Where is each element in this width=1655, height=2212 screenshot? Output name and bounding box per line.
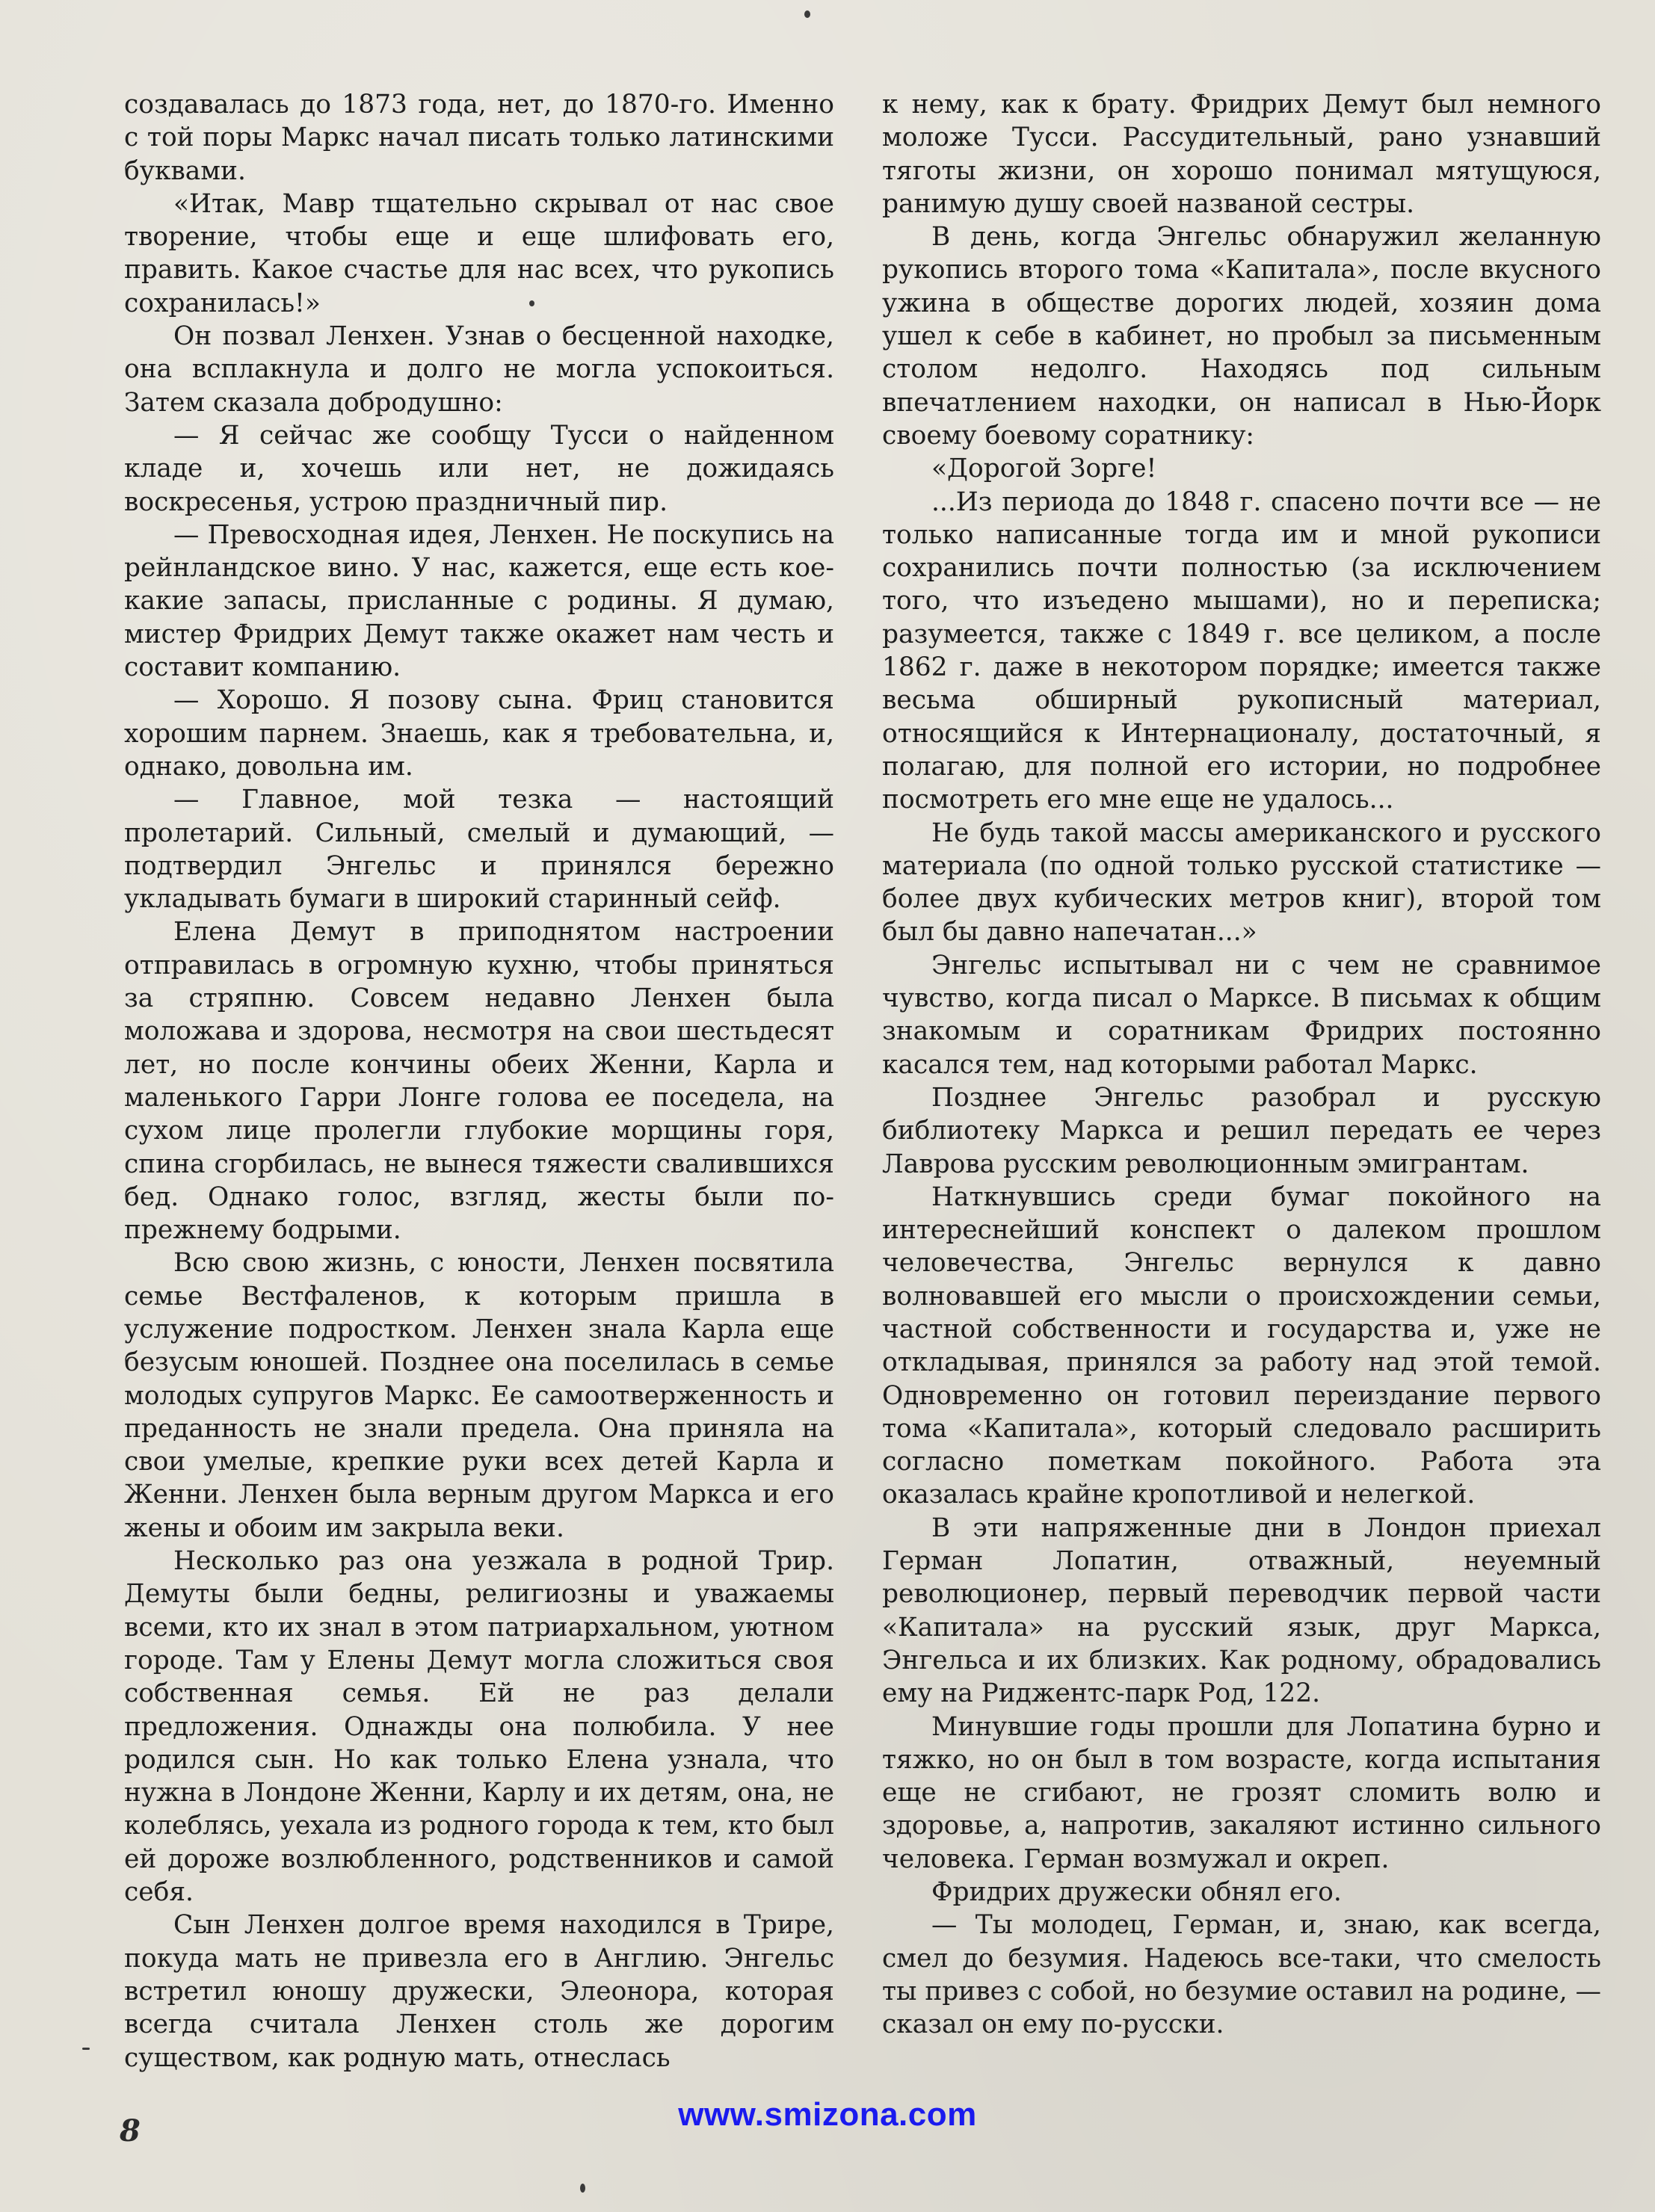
paragraph: В эти напряженные дни в Лондон приехал Герман Лопатин, отважный, неуемный революционер, первый переводчик первой части «Капитала» на русский язык, друг Маркса, Энгельса и их близких. Как родному, обрадовались ему на Риджентс-парк Род, 122. <box>882 1513 1601 1709</box>
scan-speck <box>82 2048 90 2050</box>
page-number: 8 <box>120 2113 141 2148</box>
paragraph: Минувшие годы прошли для Лопатина бурно и тяжко, но он был в том возрасте, когда испытания еще не сгибают, не грозят сломить волю и здоровье, а, напротив, закаляют истинно сильного человека. Герман возмужал и окреп. <box>882 1711 1601 1874</box>
paragraph: ...Из периода до 1848 г. спасено почти все — не только написанные тогда им и мной рукописи сохранились почти полностью (за исключением того, что изъедено мышами), но и переписка; разумеется, также с 1849 г. все целиком, а после 1862 г. даже в некотором порядке; имеется также весьма обширный рукописный материал, относящийся к Интернационалу, достаточный, я полагаю, для полной его истории, но подробнее посмотреть его мне еще не удалось... <box>882 486 1601 815</box>
scan-speck <box>529 300 534 306</box>
left-text-column <box>124 88 834 2074</box>
paragraph: создавалась до 1873 года, нет, до 1870-го. Именно с той поры Маркс начал писать только латинскими буквами. <box>124 90 834 186</box>
paragraph: Несколько раз она уезжала в родной Трир. Демуты были бедны, религиозны и уважаемы всеми, кто их знал в этом патриархальном, уютном городе. Там у Елены Демут могла сложиться своя собственная семья. Ей не раз делали предложения. Однажды она полюбила. У нее родился сын. Но как только Елена узнала, что нужна в Лондоне Женни, Карлу и их детям, она, не колеблясь, уехала из родного города к тем, кто был ей дороже возлюбленного, родственников и самой себя. <box>124 1546 834 1908</box>
source-watermark: www.smizona.com <box>678 2096 977 2133</box>
paragraph: — Главное, мой тезка — настоящий пролетарий. Сильный, смелый и думающий, — подтвердил Энгельс и принялся бережно укладывать бумаги в широкий старинный сейф. <box>124 785 834 915</box>
paragraph: Он позвал Ленхен. Узнав о бесценной находке, она всплакнула и долго не могла успокоиться. Затем сказала добродушно: <box>124 321 834 418</box>
right-text-column <box>882 88 1601 2042</box>
paragraph: Фридрих дружески обнял его. <box>931 1877 1342 1908</box>
paragraph: к нему, как к брату. Фридрих Демут был немного моложе Тусси. Рассудительный, рано узнавший тяготы жизни, он хорошо понимал мятущуюся, ранимую душу своей названой сестры. <box>882 90 1601 219</box>
paragraph: Энгельс испытывал ни с чем не сравнимое чувство, когда писал о Марксе. В письмах к общим знакомым и соратникам Фридрих постоянно касался тем, над которыми работал Маркс. <box>882 950 1601 1080</box>
scan-speck <box>580 2184 585 2193</box>
paragraph: В день, когда Энгельс обнаружил желанную рукопись второго тома «Капитала», после вкусного ужина в обществе дорогих людей, хозяин дома ушел к себе в кабинет, но пробыл за письменным столом недолго. Находясь под сильным впечатлением находки, он написал в Нью-Йорк своему боевому соратнику: <box>882 222 1601 451</box>
paragraph: Наткнувшись среди бумаг покойного на интереснейший конспект о далеком прошлом человечества, Энгельс вернулся к давно волновавшей его мысли о происхождении семьи, частной собственности и государства и, уже не откладывая, принялся за работу над этой темой. Одновременно он готовил переиздание первого тома «Капитала», который следовало расширить согласно пометкам покойного. Работа эта оказалась крайне кропотливой и нелегкой. <box>882 1181 1601 1510</box>
paragraph: Не будь такой массы американского и русского материала (по одной только русской статистике — более двух кубических метров книг), второй том был бы давно напечатан...» <box>882 818 1601 948</box>
paragraph: — Я сейчас же сообщу Тусси о найденном кладе и, хочешь или нет, не дожидаясь воскресенья, устрою праздничный пир. <box>124 420 834 517</box>
paragraph: «Дорогой Зорге! <box>931 454 1157 484</box>
paragraph: Позднее Энгельс разобрал и русскую библиотеку Маркса и решил передать ее через Лаврова русским революционным эмигрантам. <box>882 1082 1601 1179</box>
paragraph: Всю свою жизнь, с юности, Ленхен посвятила семье Вестфаленов, к которым пришла в услужение подростком. Ленхен знала Карла еще безусым юношей. Позднее она поселилась в семье молодых супругов Маркс. Ее самоотверженность и преданность не знали предела. Она приняла на свои умелые, крепкие руки всех детей Карла и Женни. Ленхен была верным другом Маркса и его жены и обоим им закрыла веки. <box>124 1248 834 1543</box>
scan-speck <box>804 10 810 18</box>
paragraph: — Превосходная идея, Ленхен. Не поскупись на рейнландское вино. У нас, кажется, еще есть кое-какие запасы, присланные с родины. Я думаю, мистер Фридрих Демут также окажет нам честь и составит компанию. <box>124 519 834 683</box>
paragraph: Елена Демут в приподнятом настроении отправилась в огромную кухню, чтобы приняться за стряпню. Совсем недавно Ленхен была моложава и здорова, несмотря на свои шестьдесят лет, но после кончины обеих Женни, Карла и маленького Гарри Лонге голова ее поседела, на сухом лице пролегли глубокие морщины горя, спина сгорбилась, не вынеся тяжести свалившихся бед. Однако голос, взгляд, жесты были по-прежнему бодрыми. <box>124 917 834 1246</box>
paragraph: — Ты молодец, Герман, и, знаю, как всегда, смел до безумия. Надеюсь все-таки, что смелость ты привез с собой, но безумие оставил на родине, — сказал он ему по-русски. <box>882 1910 1601 2040</box>
paragraph: — Хорошо. Я позову сына. Фриц становится хорошим парнем. Знаешь, как я требовательна, и, однако, довольна им. <box>124 685 834 782</box>
paragraph: «Итак, Мавр тщательно скрывал от нас свое творение, чтобы еще и еще шлифовать его, править. Какое счастье для нас всех, что рукопись сохранилась!» <box>124 188 834 318</box>
paragraph: Сын Ленхен долгое время находился в Трире, покуда мать не привезла его в Англию. Энгельс встретил юношу дружески, Элеонора, которая всегда считала Ленхен столь же дорогим существом, как родную мать, отнеслась <box>124 1910 834 2073</box>
